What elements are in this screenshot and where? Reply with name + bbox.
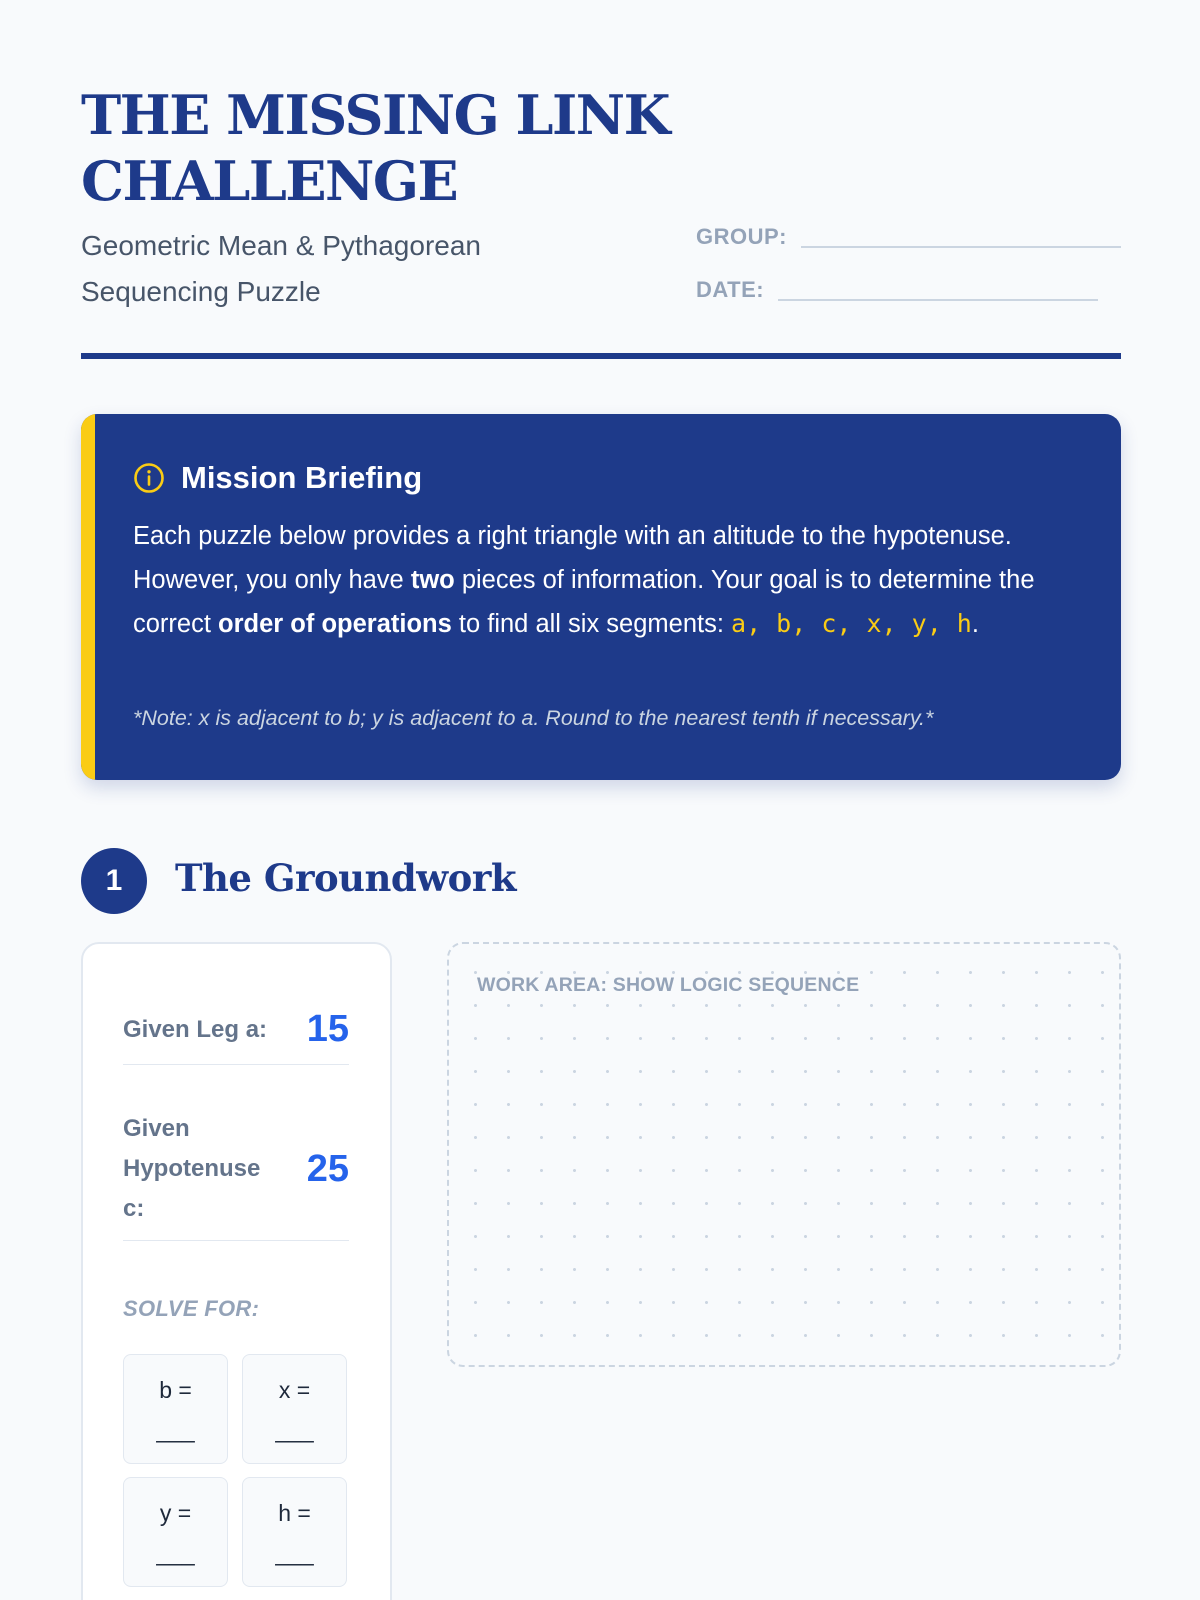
page-subtitle: Geometric Mean & Pythagorean Sequencing Puzzle (81, 230, 481, 307)
answer-variable: y = (159, 1500, 192, 1526)
mission-briefing-card (81, 414, 1121, 780)
given-leg-value: 15 (306, 1008, 349, 1050)
answer-box-x[interactable] (242, 1354, 347, 1464)
answer-box-h[interactable] (242, 1477, 347, 1587)
given-hypotenuse-row (123, 1108, 349, 1241)
briefing-header (133, 460, 422, 496)
briefing-text-part: . (971, 610, 979, 638)
given-leg-label: Given Leg a: (123, 1015, 268, 1043)
given-hypotenuse-label: Given Hypotenuse c: (123, 1115, 261, 1222)
briefing-title: Mission Briefing (181, 460, 423, 495)
section-title: The Groundwork (175, 856, 516, 900)
answer-blank: ___ (156, 1540, 195, 1566)
info-circle-icon (133, 462, 165, 494)
work-area[interactable] (447, 942, 1121, 1367)
briefing-text-part: to find all six segments: (451, 610, 732, 638)
answer-variable: x = (278, 1377, 311, 1403)
solve-for-label: SOLVE FOR: (123, 1296, 260, 1321)
briefing-text-part: pieces of information. Your goal is to determine the correct (133, 566, 1035, 638)
briefing-emphasis: two (410, 566, 455, 594)
answer-variable: h = (278, 1500, 311, 1526)
date-label: DATE: (696, 277, 765, 302)
group-label: GROUP: (696, 224, 787, 249)
answer-variable: b = (159, 1377, 192, 1403)
header-divider (81, 353, 1121, 359)
given-leg-row (123, 995, 349, 1065)
work-area-label: WORK AREA: SHOW LOGIC SEQUENCE (477, 974, 860, 996)
answer-blank: ___ (156, 1417, 195, 1443)
given-hypotenuse-value: 25 (306, 1147, 349, 1190)
briefing-emphasis: order of operations (218, 610, 452, 638)
group-blank-line[interactable] (801, 246, 1121, 248)
answer-box-y[interactable] (123, 1477, 228, 1587)
section-number-badge: 1 (81, 848, 147, 914)
date-field (696, 277, 1098, 303)
answer-blank: ___ (275, 1417, 314, 1443)
group-field (696, 224, 1121, 250)
briefing-accent-bar (81, 414, 95, 780)
page-title: THE MISSING LINK CHALLENGE (81, 83, 670, 213)
date-blank-line[interactable] (778, 299, 1098, 301)
briefing-text (133, 514, 1073, 646)
briefing-note: *Note: x is adjacent to b; y is adjacent to a. Round to the nearest tenth if necessary.* (133, 706, 934, 730)
answer-blank: ___ (275, 1540, 314, 1566)
segment-variables: a, b, c, x, y, h (731, 609, 972, 638)
answer-box-b[interactable] (123, 1354, 228, 1464)
briefing-text-part: Each puzzle below provides a right triangle with an altitude to the hypotenuse. However, you only have (133, 522, 1012, 594)
